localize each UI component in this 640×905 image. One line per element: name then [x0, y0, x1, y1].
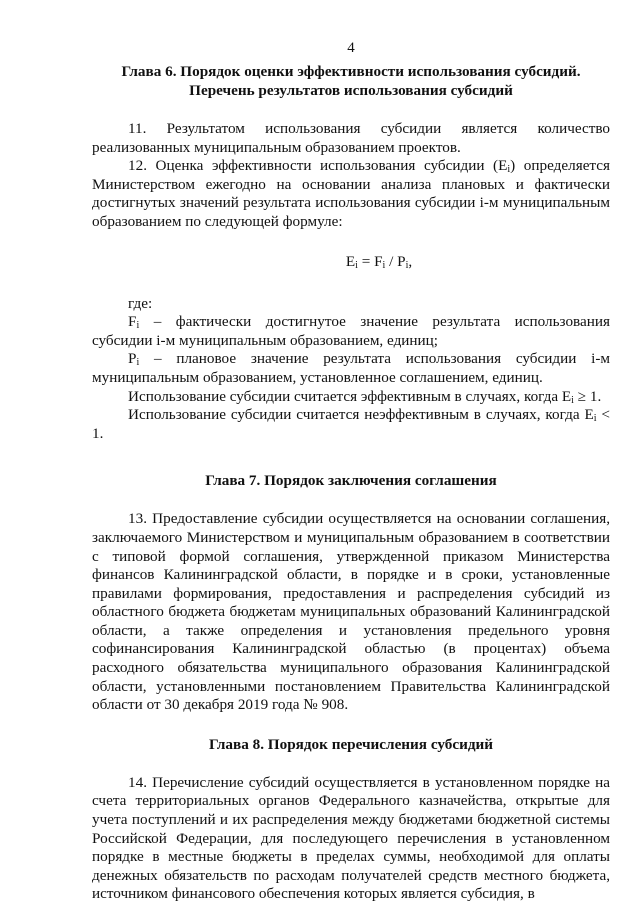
- chapter-6-title-line-2: Перечень результатов использования субсидий: [189, 82, 513, 99]
- document-page: [92, 38, 610, 904]
- chapter-6-title-line-1: Глава 6. Порядок оценки эффективности использования субсидий.: [121, 63, 581, 80]
- paragraph-12: 12. Оценка эффективности использования субсидии $(E_i)$ определяется Министерством ежегодно на основании анализа плановых и фактически достигнутых значений результата использования субсидии i-м муниципальным образованием по следующей формуле:: [92, 157, 610, 230]
- chapter-7-title: Глава 7. Порядок заключения соглашения: [205, 472, 497, 490]
- definition-fi: $F_i$ – фактически достигнутое значение результата использования субсидии i-м муниципальным образованием, единиц;: [92, 313, 610, 349]
- effective-condition: Использование субсидии считается эффективным в случаях, когда $E_i \ge 1$.: [128, 387, 602, 406]
- definition-pi: $P_i$ – плановое значение результата использования субсидии i-м муниципальным образованием, установленное соглашением, единиц.: [92, 350, 610, 386]
- page-number: 4: [347, 40, 355, 56]
- ineffective-condition: Использование субсидии считается неэффективным в случаях, когда $E_i < 1$.: [92, 406, 610, 442]
- formula: $E_i = F_i / P_i$,: [345, 252, 413, 271]
- paragraph-14: 14. Перечисление субсидий осуществляется в установленном порядке на счета территориальных органов Федерального казначейства, открытые для учета поступлений и их распределения между бюджетами бюджетной системы Российской Федерации, для последующего перечисления в установленном порядке в местные бюджеты в пределах суммы, необходимой для оплаты денежных обязательств по расходам получателей средств местного бюджета, источником финансового обеспечения которых является субсидия, в: [92, 773, 610, 903]
- paragraph-13: 13. Предоставление субсидии осуществляется на основании соглашения, заключаемого Министерством и муниципальным образованием в соответствии с типовой формой соглашения, утвержденной приказом Министерства финансов Калининградской области, в порядке и в сроки, установленные правилами формирования, предоставления и распределения субсидий из областного бюджета бюджетам муниципальных образований Калининградской области, а также определения и установления предельного уровня софинансирования Калининградской областью (в процентах) объема расходного обязательства муниципального образования Калининградской области, установленными постановлением Правительства Калининградской области от 30 декабря 2019 года № 908.: [92, 510, 610, 714]
- where-label: где:: [128, 294, 153, 312]
- chapter-8-title: Глава 8. Порядок перечисления субсидий: [208, 735, 494, 753]
- paragraph-11: 11. Результатом использования субсидии является количество реализованных муниципальным образованием проектов.: [92, 120, 610, 156]
